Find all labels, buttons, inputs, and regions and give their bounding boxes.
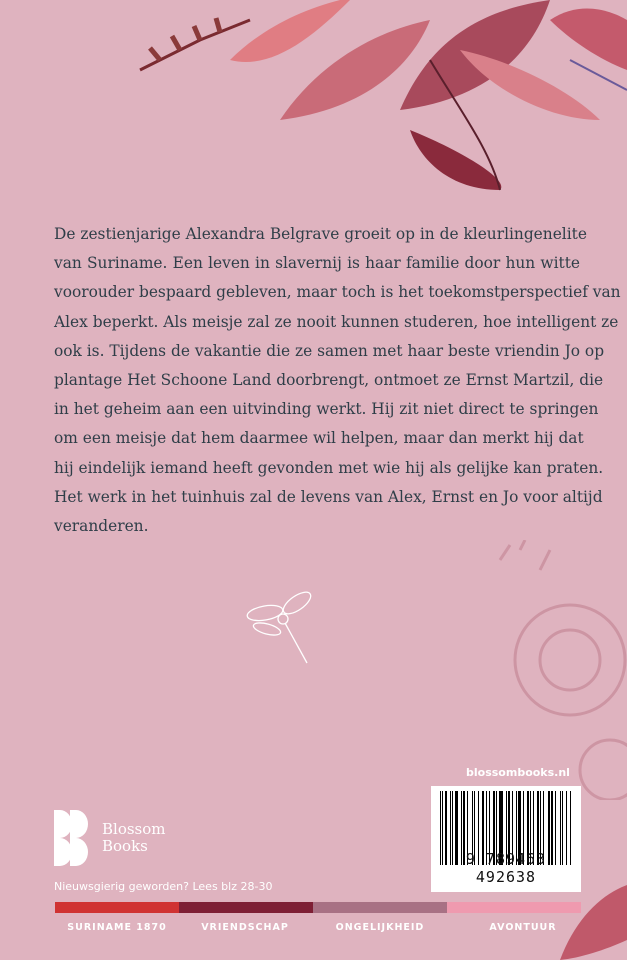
tag-bar-vriendschap <box>179 902 313 913</box>
tag-bar-ongelijkheid <box>313 902 447 913</box>
publisher-name-line2: Books <box>102 837 148 855</box>
barcode <box>431 786 581 892</box>
dragonfly-key-icon <box>245 585 317 665</box>
publisher-name-line1: Blossom <box>102 820 166 838</box>
publisher-url: blossombooks.nl <box>466 766 570 779</box>
description-line: hij eindelijk iemand heeft gevonden met wie hij als gelijke kan praten. <box>54 458 604 477</box>
tag-label: SURINAME 1870 <box>67 922 167 933</box>
tag-label: VRIENDSCHAP <box>201 922 289 933</box>
description-line: van Suriname. Een leven in slavernij is haar familie door hun witte <box>54 254 580 273</box>
description-line: De zestienjarige Alexandra Belgrave groeit op in de kleurlingenelite <box>54 225 587 243</box>
description-line: Alex beperkt. Als meisje zal ze nooit kunnen studeren, hoe intelligent ze <box>54 312 619 331</box>
publisher-logo <box>54 810 166 866</box>
description-line: veranderen. <box>54 516 149 535</box>
description-line: plantage Het Schoone Land doorbrengt, ontmoet ze Ernst Martzil, die <box>54 370 604 389</box>
tag-bar-avontuur <box>447 902 581 913</box>
description-line: Het werk in het tuinhuis zal de levens van Alex, Ernst en Jo voor altijd <box>54 487 603 506</box>
tag-label: ONGELIJKHEID <box>335 922 425 933</box>
description-line: in het geheim aan een uitvinding werkt. Hij zit niet direct te springen <box>54 400 599 419</box>
blossom-books-logo-icon <box>54 810 92 866</box>
isbn-number: 9 789463 492638 <box>465 850 547 886</box>
tag-label: AVONTUUR <box>489 922 557 933</box>
description-line: voorouder bespaard gebleven, maar toch is het toekomstperspectief van <box>54 283 621 302</box>
gear-illustration <box>480 540 627 800</box>
tag-bar-suriname <box>55 902 179 913</box>
description-line: ook is. Tijdens de vakantie die ze samen met haar beste vriendin Jo op <box>54 341 605 360</box>
leaf-illustration-bottom <box>555 880 627 960</box>
description-line: om een meisje dat hem daarmee wil helpen, maar dan merkt hij dat <box>54 429 584 448</box>
book-description <box>54 220 621 541</box>
teaser-text: Nieuwsgierig geworden? Lees blz 28-30 <box>54 880 273 893</box>
leaf-illustration <box>130 0 627 195</box>
